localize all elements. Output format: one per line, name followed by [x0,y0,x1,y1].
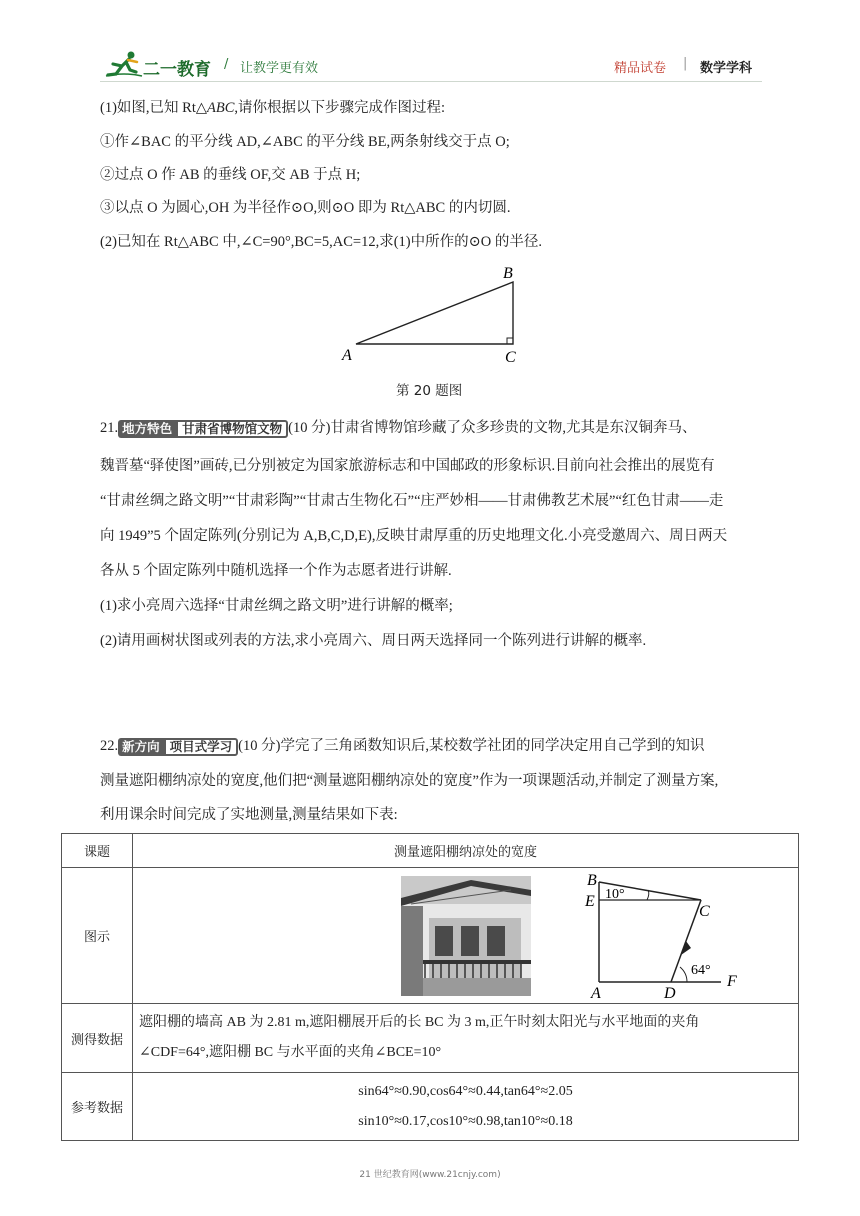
reference-line-1: sin64°≈0.90,cos64°≈0.44,tan64°≈2.05 [358,1083,573,1099]
header-divider: / [224,57,229,72]
row-value-topic: 测量遮阳棚纳凉处的宽度 [133,834,799,868]
header-sep: | [683,56,688,71]
measurement-table [61,833,799,1141]
label-E: E [585,893,595,910]
row-head-measured: 测得数据 [62,1004,133,1073]
row-head-figure: 图示 [62,868,133,1004]
table-row [62,834,799,868]
q21-line-7: (2)请用画树状图或列表的方法,求小亮周六、周日两天选择同一个陈列进行讲解的概率. [100,633,647,649]
label-B: B [587,872,597,889]
label-A: A [342,347,352,364]
measured-line-1: 遮阳棚的墙高 AB 为 2.81 m,遮阳棚展开后的长 BC 为 3 m,正午时刻太阳光与水平地面的夹角 [139,1015,700,1030]
angle-64-label: 64° [691,963,711,978]
q22-line-2: 测量遮阳棚纳凉处的宽度,他们把“测量遮阳棚纳凉处的宽度”作为一项课题活动,并制定了测量方案, [100,773,719,789]
label-B: B [503,265,513,282]
header-slogan: 让教学更有效 [240,61,319,76]
table-row [62,868,799,1004]
q21-line-1: 21. 地方特色 甘肃省博物馆文物 (10 分)甘肃省博物馆珍藏了众多珍贵的文物,尤其是东汉铜奔马、 [100,420,697,436]
header-rule [100,81,762,82]
q21-line-4: 向 1949”5 个固定陈列(分别记为 A,B,C,D,E),反映甘肃厚重的历史地理文化.小亮受邀周六、周日两天 [100,528,728,544]
label-C: C [699,903,710,920]
table-row [62,1004,799,1073]
logo-text: 二一教育 [143,60,211,79]
q21-tag-1: 地方特色 [118,420,176,438]
q22-line-1: 22. 新方向 项目式学习 (10 分)学完了三角函数知识后,某校数学社团的同学决定用自己学到的知识 [100,738,705,754]
q21-line-2: 魏晋墓“驿使图”画砖,已分别被定为国家旅游标志和中国邮政的形象标识.目前向社会推出的展览有 [100,458,715,474]
shade-photo-image [401,876,531,996]
label-C: C [505,349,516,366]
q21-line-3: “甘肃丝绸之路文明”“甘肃彩陶”“甘肃古生物化石”“庄严妙相——甘肃佛教艺术展”“红色甘肃——走 [100,493,724,509]
q20-caption: 第 20 题图 [396,383,463,399]
row-value-measured [133,1004,799,1073]
q21-line-6: (1)求小亮周六选择“甘肃丝绸之路文明”进行讲解的概率; [100,598,453,614]
reference-line-2: sin10°≈0.17,cos10°≈0.98,tan10°≈0.18 [358,1113,573,1129]
angle-10-label: 10° [605,887,625,902]
header-label-2: 数学学科 [700,61,753,76]
q21-line-5: 各从 5 个固定陈列中随机选择一个作为志愿者进行讲解. [100,563,452,579]
q20-part2: (2)已知在 Rt△ABC 中,∠C=90°,BC=5,AC=12,求(1)中所作的⊙O 的半径. [100,234,542,250]
measured-line-2: ∠CDF=64°,遮阳棚 BC 与水平面的夹角∠BCE=10° [139,1045,442,1060]
q20-step2: ②过点 O 作 AB 的垂线 OF,交 AB 于点 H; [100,167,361,183]
row-value-figure [133,868,799,1004]
label-D: D [664,985,676,1002]
row-head-topic: 课题 [62,834,133,868]
q20-step1: ①作∠BAC 的平分线 AD,∠ABC 的平分线 BE,两条射线交于点 O; [100,134,510,150]
shade-geometry-figure [521,870,741,1002]
row-head-reference: 参考数据 [62,1073,133,1141]
row-value-reference [133,1073,799,1141]
q20-triangle-figure [336,262,536,372]
runner-logo-icon [104,50,144,78]
header [0,0,860,90]
header-label-1: 精品试卷 [614,61,667,76]
q22-tag-1: 新方向 [118,738,164,756]
q22-tag-2: 项目式学习 [164,738,239,756]
label-A: A [591,985,601,1002]
q20-part1: (1)如图,已知 Rt△ABC,请你根据以下步骤完成作图过程: [100,100,446,116]
table-row [62,1073,799,1141]
page-footer: 21 世纪教育网(www.21cnjy.com) [359,1170,501,1180]
q21-tag-2: 甘肃省博物馆文物 [176,420,288,438]
q22-line-3: 利用课余时间完成了实地测量,测量结果如下表: [100,807,398,823]
q20-step3: ③以点 O 为圆心,OH 为半径作⊙O,则⊙O 即为 Rt△ABC 的内切圆. [100,200,511,216]
label-F: F [727,973,737,990]
